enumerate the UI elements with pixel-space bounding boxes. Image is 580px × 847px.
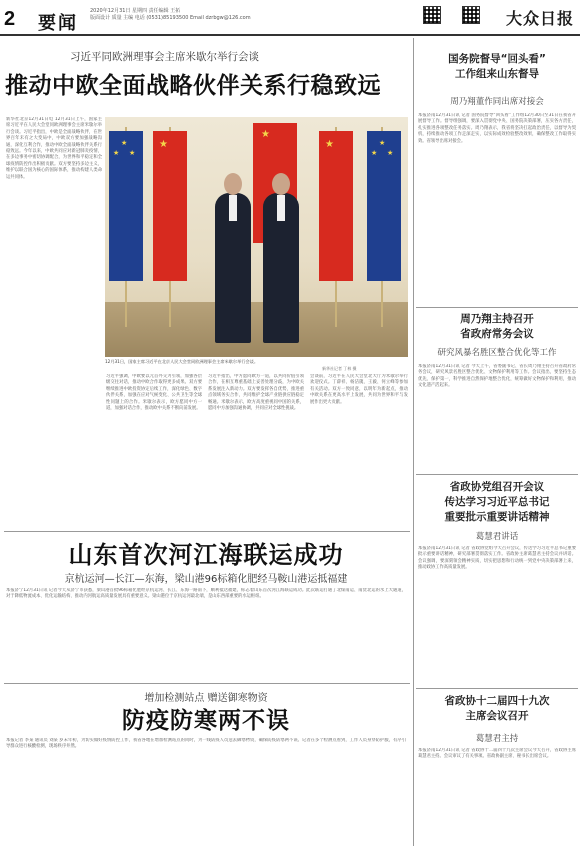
story3-kicker: 增加检测站点 赠送御寒物资 — [144, 693, 268, 704]
masthead — [0, 0, 580, 36]
photo-credit: 新华社记者 丁林 摄 — [322, 366, 357, 371]
lead-headline: 推动中欧全面战略伙伴关系行稳致远 — [5, 73, 381, 99]
right-story2-body: 本报济南12月31日讯 记者 今天上午，省委副书记、省长周乃翔主持召开省政府常务会议，研究风景名胜区整合优化、文物保护利用等工作。会议指出，要坚持生态优先、保护第一，科学推进自然保护地整合优化，统筹做好文物保护和利用，推动文化遗产活起来。 — [418, 364, 576, 389]
lead-photo — [105, 117, 408, 357]
person-figure — [263, 193, 299, 343]
section-divider — [4, 683, 410, 684]
lead-kicker: 习近平同欧洲理事会主席米歇尔举行会谈 — [70, 51, 259, 63]
right-story4-body: 本报济南12月31日讯 记者 省政协十二届四十九次主席会议今天召开，省政协主席葛慧君主持。会议审议了有关事项。省政协副主席、秘书长出席会议。 — [418, 748, 576, 760]
lead-body-col3: 习近平指出，中方愿同欧方一道，以共同价值引领合作，在相互尊重基础上妥善处理分歧，为中欧关系发展注入新动力。双方要发挥各自优势，推进重点领域务实合作，共同维护全球产业链供应链稳定畅通。米歇尔表示，欧方高度重视同中国的关系，愿同中方加强沟通协调，共同应对全球性挑战。 — [208, 374, 304, 412]
masthead-meta-line1: 2020年12月31日 星期四 责任编辑 王拓 — [90, 8, 181, 14]
section-divider — [4, 531, 410, 532]
section-divider — [416, 307, 578, 308]
qr-code-icon — [462, 6, 480, 24]
eu-flag-icon: ★ ★ ★ — [367, 131, 401, 281]
story2-headline: 山东首次河江海联运成功 — [68, 541, 344, 569]
story3-body: 本报记者 李某 通讯员 刘某 岁末年初，为切实做好疫情防控工作，我省各地在增加检测站点的同时，为一线防疫人员送去御寒物资，确保防疫防寒两不误。记者在多个检测点看到，工作人员身穿防护服，有序引导群众进行核酸检测，现场秩序井然。 — [6, 738, 406, 750]
right-story3-body: 本报济南12月31日讯 记者 省政协党组今天召开会议，传达学习习近平总书记重要批示重要讲话精神，研究部署贯彻落实工作。省政协主席葛慧君主持会议并讲话。会议强调，要深刻领会精神实质，切实把思想和行动统一到党中央决策部署上来，推动政协工作高质量发展。 — [418, 546, 576, 571]
right-story4-sub: 葛慧君主持 — [475, 734, 519, 744]
lead-body-col4: 会谈前，习近平在人民大会堂北大厅为米歇尔举行欢迎仪式。丁薛祥、杨洁篪、王毅、何立峰等参加有关活动。双方一致同意，以明年为新起点，推动中欧关系在更高水平上发展，共同为世界和平与发展作出更大贡献。 — [310, 374, 408, 405]
china-flag-icon: ★ — [153, 131, 187, 281]
lead-body-col2: 习近平强调，中欧要以元首外交为引领，加强各层级交往对话，推动中欧合作取得更多成果。双方要继续推进中欧投资协定后续工作，深化绿色、数字伙伴关系，加强在应对气候变化、公共卫生等全球性问题上的合作。米歇尔表示，欧方愿同中方一道，加强对话合作，推动欧中关系不断向前发展。 — [106, 374, 202, 412]
photo-caption: 12月31日，国家主席习近平在北京人民大会堂同欧洲理事会主席米歇尔举行会谈。 — [105, 359, 259, 364]
masthead-rule — [0, 34, 580, 36]
right-story2-title: 周乃翔主持召开 省政府常务会议 — [460, 313, 534, 340]
right-story3-sub: 葛慧君讲话 — [475, 532, 519, 542]
qr-code-icon — [423, 6, 441, 24]
eu-flag-icon: ★ ★ ★ — [109, 131, 143, 281]
right-story2-sub: 研究风暴名胜区整合优化等工作 — [437, 348, 557, 358]
right-story4-title: 省政协十二届四十九次 主席会议召开 — [444, 695, 550, 722]
column-rule — [413, 38, 414, 846]
person-figure — [215, 193, 251, 343]
lead-body-col1: 新华社北京12月31日电 12月31日上午，国家主席习近平在人民大会堂同欧洲理事会主席米歇尔举行会谈。习近平指出，中欧是全面战略伙伴，在世界百年未有之大变局中，中欧双方要加强战略沟通，深化互利合作，推动中欧全面战略伙伴关系行稳致远。今年以来，中欧共同应对新冠肺炎疫情，在多边事务中密切协调配合，为世界和平稳定和全球疫情防控作出积极贡献。双方要坚持多边主义，维护以联合国为核心的国际体系，推动构建人类命运共同体。 — [6, 117, 102, 180]
china-flag-icon: ★ — [319, 131, 353, 281]
china-flag-icon: ★ — [253, 123, 297, 243]
masthead-meta — [90, 8, 251, 22]
right-story1-sub: 周乃翔董作同出席对接会 — [450, 97, 544, 107]
page-number: 2 — [4, 8, 16, 30]
section-divider — [416, 474, 578, 475]
story2-subhead: 京杭运河—长江—东海，梁山港96标箱化肥经马鞍山港运抵福建 — [64, 574, 348, 585]
right-story3-title: 省政协党组召开会议 传达学习习近平总书记 重要批示重要讲话精神 — [444, 481, 550, 523]
section-divider — [416, 688, 578, 689]
masthead-meta-line2: 版面设计 质量 主编 电话 (0531)85193500 Email dzrbgw@126.com — [90, 15, 251, 21]
right-story1-title: 国务院督导“回头看” 工作组来山东督导 — [448, 53, 546, 80]
newspaper-logo: 大众日报 — [505, 9, 574, 28]
section-name: 要闻 — [38, 13, 78, 34]
right-story1-body: 本报济南12月31日讯 记者 国务院督导“回头看”工作组12月30日至31日在我省开展督导工作。督导组强调，要深入贯彻党中央、国务院决策部署，压实各方责任，扎实推进各项整改任务落实。周乃翔表示，我省将坚决扛起政治责任，以督导为契机，持续推动各项工作走深走实，以实际成效检验整改效果，确保整改工作取得实效。省领导出席对接会。 — [418, 113, 576, 144]
story2-body: 本报济宁12月31日讯 记者今天从济宁市获悉，梁山港首批96标箱化肥经京杭运河、长江、东海一路南下，顺利抵达福建，标志着山东首次河江海联运成功。此次联运打通了北煤南运、南货北运的水上大通道，对于降低物流成本、优化运输结构、推动内河航运高质量发展具有重要意义。梁山港位于京杭运河最北端，是山东西部重要的水运枢纽。 — [6, 588, 406, 600]
story3-headline: 防疫防寒两不误 — [122, 708, 290, 734]
